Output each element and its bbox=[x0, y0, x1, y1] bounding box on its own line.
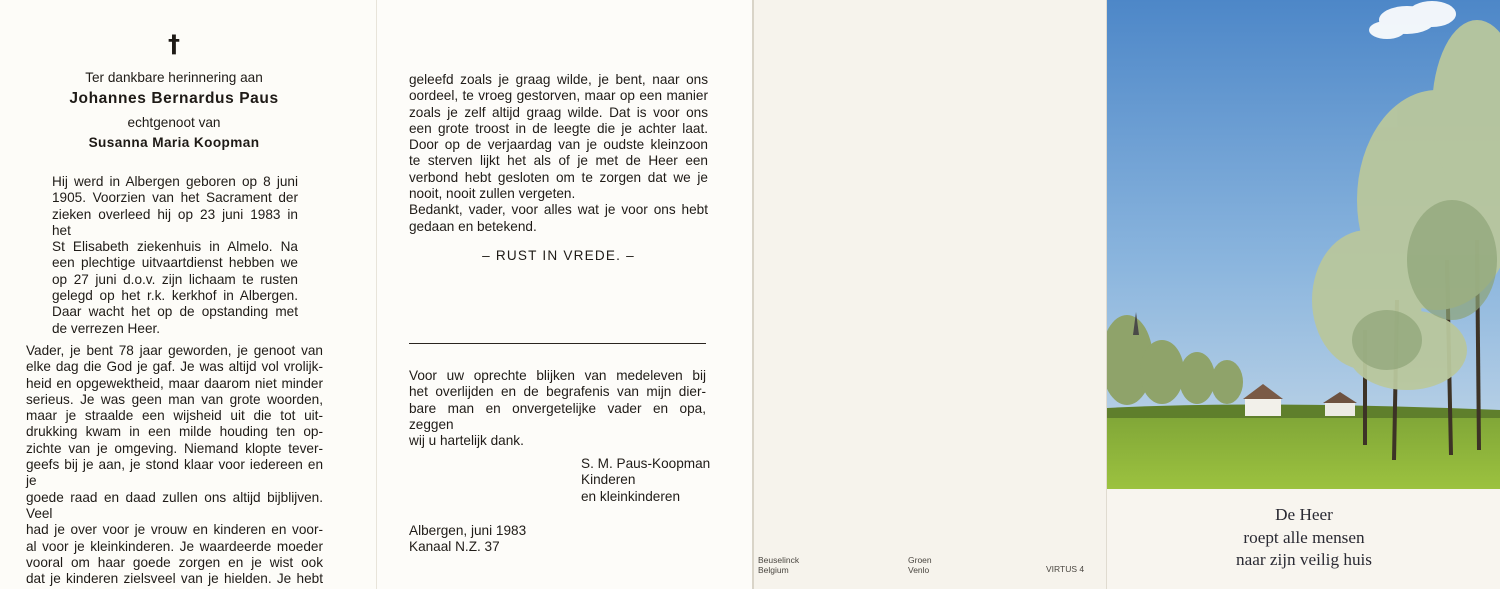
text-line: te sterven lijkt het als of je met de Heer een bbox=[409, 153, 708, 169]
blank-back-panel bbox=[752, 0, 1106, 589]
rest-in-peace-line: – RUST IN VREDE. – bbox=[482, 248, 635, 263]
text-line: Vader, je bent 78 jaar geworden, je genoot van bbox=[26, 343, 323, 358]
text-line: bare man en onvergetelijke vader en opa, zeggen bbox=[409, 400, 706, 432]
text-line: gelegd op het r.k. kerkhof in Albergen. bbox=[52, 288, 298, 304]
spouse-name: Susanna Maria Koopman bbox=[88, 135, 260, 150]
tribute-paragraph bbox=[26, 343, 323, 587]
text-line: een plechtige uitvaartdienst hebben we bbox=[52, 255, 298, 271]
text-line: op 27 juni d.o.v. zijn lichaam te rusten bbox=[52, 271, 298, 287]
text-line: zoals je zelf altijd graag wilde. Dat is voor ons bbox=[409, 104, 708, 120]
biography-paragraph bbox=[52, 174, 298, 337]
text-line: oordeel, te vroeg gestorven, maar op een manier bbox=[409, 88, 708, 104]
text-line: geefs bij je aan, je stond klaar voor iedereen en je bbox=[26, 457, 323, 489]
left-card-panel bbox=[0, 0, 376, 589]
text-line: 1905. Voorzien van het Sacrament der bbox=[52, 190, 298, 206]
text-line: zichte van je omgeving. Niemand klopte tever- bbox=[26, 440, 323, 456]
place-date-block bbox=[409, 523, 609, 556]
text-line: gedaan en betekend. bbox=[409, 218, 537, 234]
front-cover-panel bbox=[1106, 0, 1500, 589]
imprint-line: Beuselinck bbox=[758, 555, 800, 565]
text-line: Door op de verjaardag van je oudste kleinzoon bbox=[409, 137, 708, 153]
text-line: Bedankt, vader, voor alles wat je voor ons hebt bbox=[409, 202, 708, 218]
text-line: een grote troost in de leegte die je achter laat. bbox=[409, 120, 708, 136]
meadow bbox=[1107, 410, 1500, 489]
text-line: heid en opgewektheid, maar daarom niet minder bbox=[26, 375, 323, 391]
text-line: verbond hebt gesloten om te zorgen dat we je bbox=[409, 169, 708, 185]
inner-right-panel bbox=[376, 0, 752, 589]
imprint-line: Venlo bbox=[908, 564, 930, 575]
landscape-photo bbox=[1107, 0, 1500, 489]
text-line: dat je kinderen zielsveel van je hielden. Je hebt bbox=[26, 571, 323, 587]
text-line: zieken overleed hij op 23 juni 1983 in het bbox=[52, 206, 298, 238]
text-line: had je over voor je vrouw en kinderen en voor- bbox=[26, 522, 323, 538]
imprint-line: Belgium bbox=[758, 564, 789, 575]
signatory: S. M. Paus-Koopman bbox=[581, 456, 711, 471]
text-line: drukking kwam in een milde houding ten op- bbox=[26, 424, 323, 440]
text-line: het overlijden en de begrafenis van mijn dier- bbox=[409, 384, 706, 400]
text-line: vooral om haar goede zorgen en je wist ook bbox=[26, 554, 323, 570]
verse-line: De Heer bbox=[1275, 505, 1333, 524]
text-line: maar je straalde een wijsheid uit die tot uit- bbox=[26, 408, 323, 424]
text-line: nooit, nooit zullen vergeten. bbox=[409, 186, 576, 202]
address: Kanaal N.Z. 37 bbox=[409, 539, 500, 555]
text-line: wij u hartelijk dank. bbox=[409, 433, 524, 449]
deceased-name: Johannes Bernardus Paus bbox=[69, 90, 279, 107]
text-line: de verrezen Heer. bbox=[52, 320, 161, 336]
text-line: goede raad en daad zullen ons altijd bijblijven. Veel bbox=[26, 489, 323, 521]
cross-icon: † bbox=[168, 30, 180, 58]
text-line: al voor je kleinkinderen. Je waardeerde moeder bbox=[26, 538, 323, 554]
text-line: Hij werd in Albergen geboren op 8 juni bbox=[52, 174, 298, 189]
printer-imprint bbox=[908, 556, 932, 575]
text-line: St Elisabeth ziekenhuis in Almelo. Na bbox=[52, 239, 298, 255]
landscape-illustration bbox=[1107, 0, 1500, 489]
series-code: VIRTUS 4 bbox=[1046, 564, 1085, 574]
text-line: geleefd zoals je graag wilde, je bent, naar ons bbox=[409, 72, 708, 87]
signatory: Kinderen bbox=[581, 472, 636, 488]
tribute-continuation bbox=[409, 72, 708, 235]
thanks-paragraph bbox=[409, 368, 706, 449]
verse-line: roept alle mensen bbox=[1243, 527, 1365, 547]
place-date: Albergen, juni 1983 bbox=[409, 523, 527, 538]
imprint-line: Groen bbox=[908, 555, 932, 565]
signature-block bbox=[581, 456, 731, 505]
printer-imprint bbox=[758, 556, 799, 575]
divider bbox=[409, 343, 706, 344]
verse-line: naar zijn veilig huis bbox=[1235, 550, 1373, 569]
signatory: en kleinkinderen bbox=[581, 488, 680, 504]
spouse-label: echtgenoot van bbox=[127, 115, 221, 130]
bible-verse bbox=[1107, 504, 1500, 572]
text-line: elke dag die God je gaf. Je was altijd vol vrolijk- bbox=[26, 359, 323, 375]
intro-line: Ter dankbare herinnering aan bbox=[85, 70, 263, 85]
text-line: Voor uw oprechte blijken van medeleven bij bbox=[409, 368, 706, 383]
text-line: serieus. Je was geen man van grote woorden, bbox=[26, 391, 323, 407]
text-line: Daar wacht het op de opstanding met bbox=[52, 304, 298, 320]
